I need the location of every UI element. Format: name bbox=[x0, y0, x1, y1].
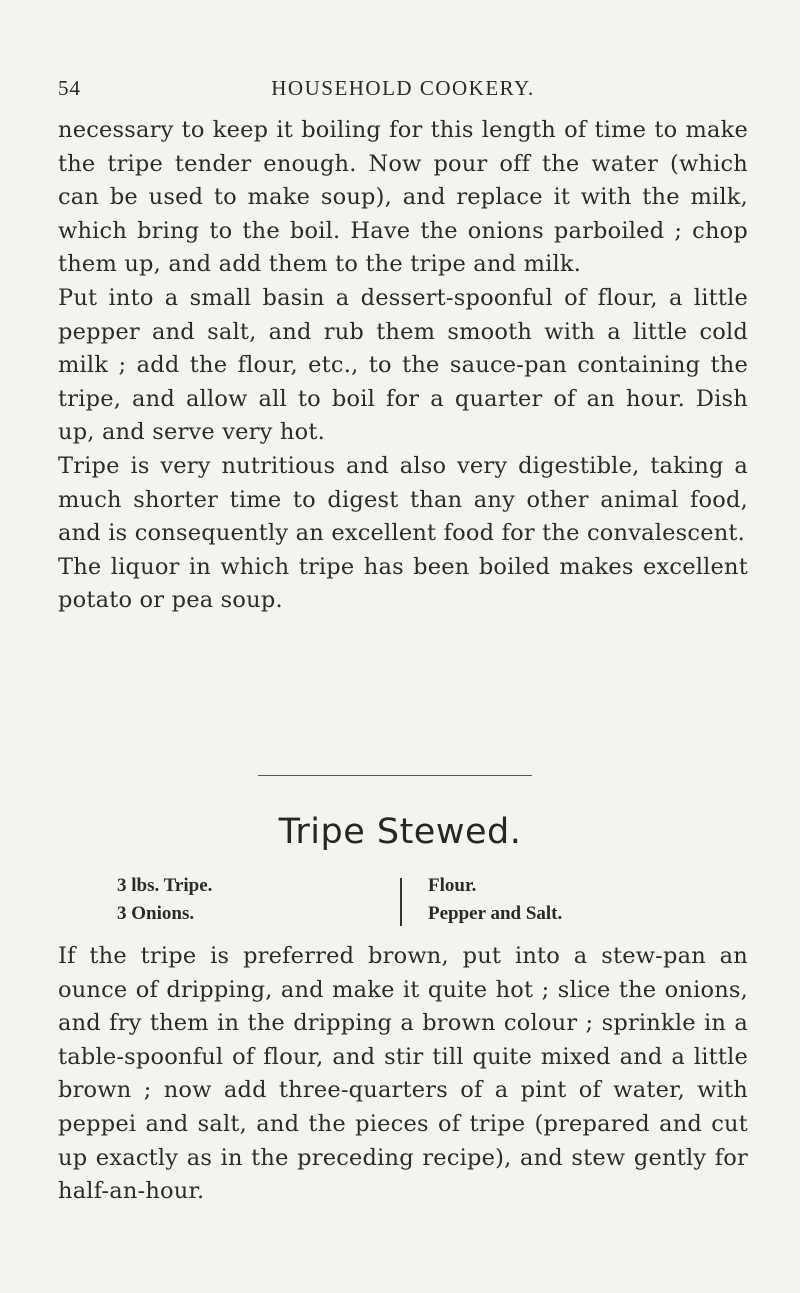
ingredient-item: 3 Onions. bbox=[117, 903, 195, 924]
paragraph: The liquor in which tripe has been boiled makes excellent potato or pea soup. bbox=[58, 553, 748, 614]
ingredient-item: 3 lbs. Tripe. bbox=[117, 875, 213, 896]
ingredients-column-right bbox=[428, 872, 562, 928]
paragraph: If the tripe is preferred brown, put into a stew-pan an ounce of dripping, and make it quite hot ; slice the onions, and fry them in the dripping a brown colour ; sprinkle in a table-spoonful of flour, and stir till quite mixed and a little brown ; now add three-quarters of a pint of water, with peppei and salt, and the pieces of tripe (prepared and cut up exactly as in the preceding recipe), and stew gently for half-an-hour. bbox=[58, 943, 748, 1205]
ingredients-column-left bbox=[117, 872, 212, 928]
ingredients-divider bbox=[400, 878, 402, 926]
recipe-title: Tripe Stewed. bbox=[278, 812, 522, 852]
previous-recipe-text bbox=[58, 114, 748, 618]
ingredients-list bbox=[0, 872, 800, 932]
ingredient-item: Pepper and Salt. bbox=[428, 903, 563, 924]
paragraph: Tripe is very nutritious and also very digestible, taking a much shorter time to digest than any other animal food, and is consequently an excellent food for the convalescent. bbox=[58, 452, 748, 547]
paragraph: Put into a small basin a dessert-spoonful of flour, a little pepper and salt, and rub them smooth with a little cold milk ; add the flour, etc., to the sauce-pan containing the tripe, and allow all to boil for a quarter of an hour. Dish up, and serve very hot. bbox=[58, 284, 748, 446]
paragraph: necessary to keep it boiling for this length of time to make the tripe tender enough. Now pour off the water (which can be used to make soup), and replace it with the milk, which bring to the boil. Have the onions parboiled ; chop them up, and add them to the tripe and milk. bbox=[58, 117, 748, 278]
page-number: 54 bbox=[58, 76, 81, 100]
section-divider bbox=[258, 775, 532, 776]
page-header bbox=[58, 76, 748, 106]
recipe-method-text bbox=[58, 940, 748, 1209]
running-head: HOUSEHOLD COOKERY. bbox=[271, 76, 535, 100]
ingredient-item: Flour. bbox=[428, 875, 477, 896]
